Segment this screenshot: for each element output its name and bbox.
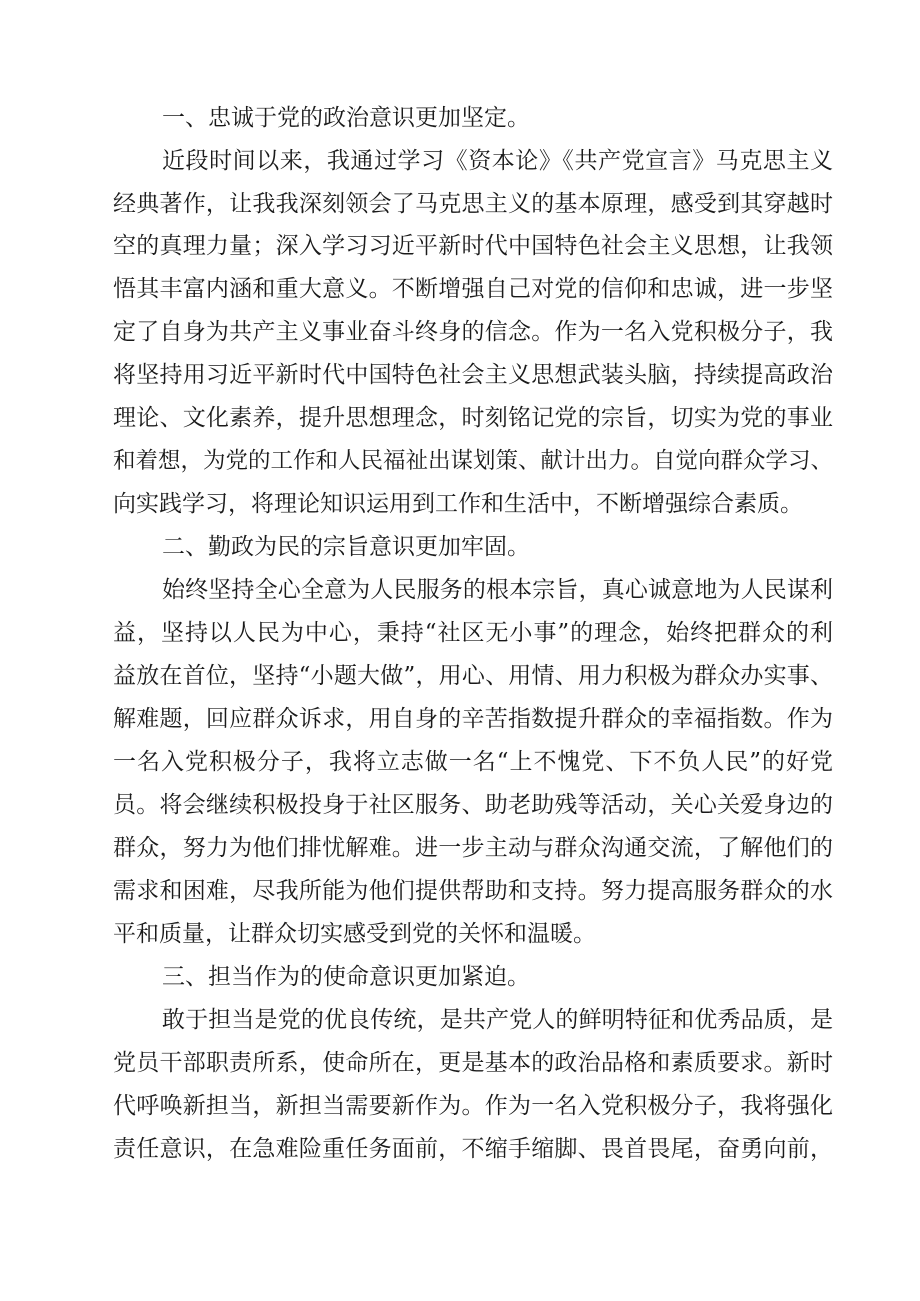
paragraph-line: 将坚持用习近平新时代中国特色社会主义思想武装头脑，持续提高政治 [113, 362, 833, 388]
paragraph-line: 向实践学习，将理论知识运用到工作和生活中，不断增强综合素质。 [113, 491, 803, 517]
paragraph-line: 群众，努力为他们排忧解难。进一步主动与群众沟通交流，了解他们的 [113, 835, 833, 861]
paragraph-line: 解难题，回应群众诉求，用自身的辛苦指数提升群众的幸福指数。作为 [113, 706, 833, 732]
paragraph-line: 和着想，为党的工作和人民福祉出谋划策、献计出力。自觉向群众学习、 [113, 448, 834, 474]
paragraph-line: 一名入党积极分子，我将立志做一名“上不愧党、下不负人民”的好党 [113, 749, 833, 775]
heading-2: 二、勤政为民的宗旨意识更加牢固。 [162, 534, 530, 560]
paragraph-line: 空的真理力量；深入学习习近平新时代中国特色社会主义思想，让我领 [113, 233, 833, 259]
paragraph-line: 理论、文化素养，提升思想理念，时刻铭记党的宗旨，切实为党的事业 [113, 405, 833, 431]
heading-3: 三、担当作为的使命意识更加紧迫。 [162, 964, 530, 990]
paragraph-line: 近段时间以来，我通过学习《资本论》《共产党宣言》马克思主义 [162, 148, 833, 174]
paragraph-line: 平和质量，让群众切实感受到党的关怀和温暖。 [113, 921, 596, 947]
paragraph-line: 敢于担当是党的优良传统，是共产党人的鲜明特征和优秀品质，是 [162, 1007, 833, 1033]
paragraph-line: 代呼唤新担当，新担当需要新作为。作为一名入党积极分子，我将强化 [113, 1093, 833, 1119]
paragraph-line: 经典著作，让我我深刻领会了马克思主义的基本原理，感受到其穿越时 [113, 191, 833, 217]
heading-1: 一、忠诚于党的政治意识更加坚定。 [162, 105, 530, 131]
paragraph-line: 需求和困难，尽我所能为他们提供帮助和支持。努力提高服务群众的水 [113, 878, 833, 904]
paragraph-line: 责任意识，在急难险重任务面前，不缩手缩脚、畏首畏尾，奋勇向前， [113, 1136, 833, 1162]
paragraph-line: 员。将会继续积极投身于社区服务、助老助残等活动，关心关爱身边的 [113, 792, 833, 818]
paragraph-line: 益放在首位，坚持“小题大做”，用心、用情、用力积极为群众办实事、 [113, 663, 833, 689]
paragraph-line: 悟其丰富内涵和重大意义。不断增强自己对党的信仰和忠诚，进一步坚 [113, 276, 833, 302]
paragraph-line: 党员干部职责所系，使命所在，更是基本的政治品格和素质要求。新时 [113, 1050, 833, 1076]
paragraph-line: 定了自身为共产主义事业奋斗终身的信念。作为一名入党积极分子，我 [113, 319, 833, 345]
paragraph-line: 始终坚持全心全意为人民服务的根本宗旨，真心诚意地为人民谋利 [162, 577, 833, 603]
paragraph-line: 益，坚持以人民为中心，秉持“社区无小事”的理念，始终把群众的利 [113, 620, 833, 646]
